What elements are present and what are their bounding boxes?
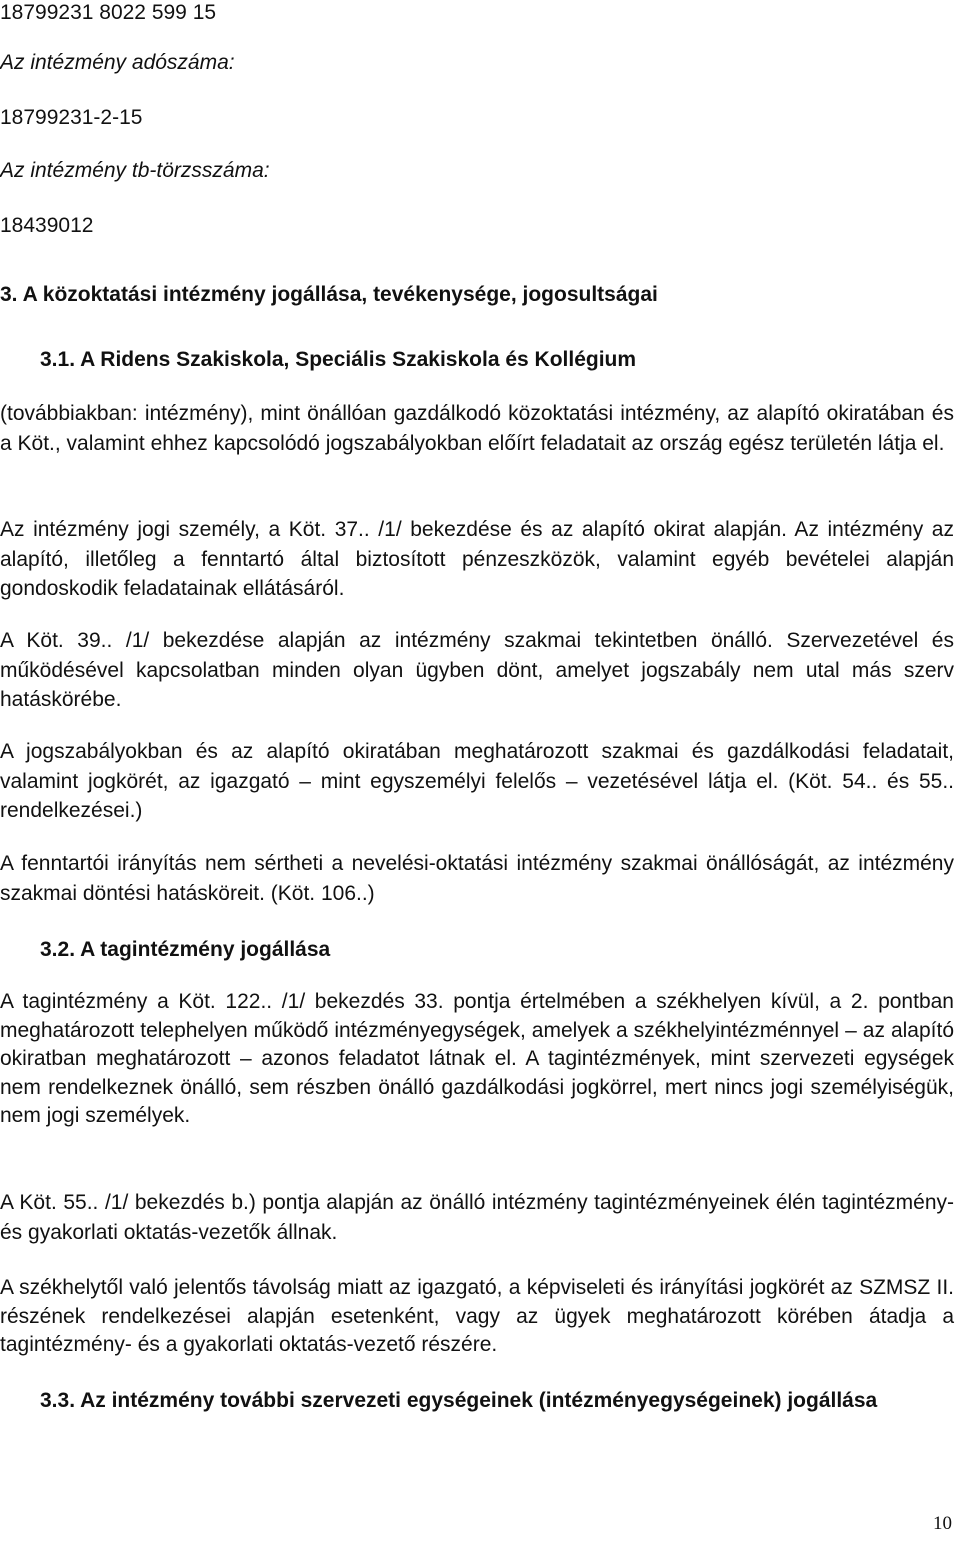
section-3-2-paragraph-3: A székhelytől való jelentős távolság miatt az igazgató, a képviseleti és irányítási jogkörét az SZMSZ II. részének rendelkezései alapján esetenként, vagy az ügyek meghatározott körében átadja a tagintézmény- és a gyakorlati oktatás-vezető részére. — [0, 1276, 954, 1356]
section-3-heading: 3. A közoktatási intézmény jogállása, tevékenysége, jogosultságai — [0, 283, 658, 306]
section-3-2-heading: 3.2. A tagintézmény jogállása — [40, 938, 331, 961]
page-number: 10 — [933, 1513, 952, 1534]
tb-number-label: Az intézmény tb-törzsszáma: — [0, 159, 270, 182]
tax-number-value: 18799231-2-15 — [0, 106, 143, 129]
tb-number-value: 18439012 — [0, 214, 94, 237]
id-numbers: 18799231 8022 599 15 — [0, 1, 217, 24]
section-3-1-heading: 3.1. A Ridens Szakiskola, Speciális Szakiskola és Kollégium — [40, 348, 637, 371]
section-3-3-heading: 3.3. Az intézmény további szervezeti egységeinek (intézményegységeinek) jogállása — [40, 1389, 878, 1412]
section-3-1-paragraph-4: A jogszabályokban és az alapító okiratában meghatározott szakmai és gazdálkodási feladatait, valamint jogkörét, az igazgató – mint egyszemélyi felelős – vezetésével látja el. (Köt. 54.. és 55.. rendelkezései.) — [0, 740, 954, 822]
tax-number-label: Az intézmény adószáma: — [0, 51, 235, 74]
section-3-1-paragraph-2: Az intézmény jogi személy, a Köt. 37.. /1/ bekezdése és az alapító okirat alapján. Az intézmény az alapító, illetőleg a fenntartó által biztosított pénzeszközök, valamint egyéb bevételei alapján gondoskodik feladatainak ellátásáról. — [0, 518, 954, 600]
section-3-1-paragraph-3: A Köt. 39.. /1/ bekezdése alapján az intézmény szakmai tekintetben önálló. Szervezetével és működésével kapcsolatban minden olyan ügyben dönt, amelyet jogszabály nem utal más szerv hatáskörébe. — [0, 629, 954, 711]
section-3-1-paragraph-1: (továbbiakban: intézmény), mint önállóan gazdálkodó közoktatási intézmény, az alapító okiratában és a Köt., valamint ehhez kapcsolódó jogszabályokban előírt feladatait az ország egész területén látja el. — [0, 402, 954, 455]
section-3-2-paragraph-2: A Köt. 55.. /1/ bekezdés b.) pontja alapján az önálló intézmény tagintézményeinek élén tagintézmény- és gyakorlati oktatás-vezetők állnak. — [0, 1191, 954, 1244]
section-3-1-paragraph-5: A fenntartói irányítás nem sértheti a nevelési-oktatási intézmény szakmai önállóságát, az intézmény szakmai döntési hatásköreit. (Köt. 106..) — [0, 852, 954, 905]
section-3-2-paragraph-1: A tagintézmény a Köt. 122.. /1/ bekezdés 33. pontja értelmében a székhelyen kívül, a 2. pontban meghatározott telephelyen működő intézményegységek, amelyek a székhelyintézménnyel – az alapító okiratban meghatározott – azonos feladatot látnak el. A tagintézmények, mint szervezeti egységek nem rendelkeznek önálló, sem részben önálló gazdálkodási jogkörrel, mert nincs jogi személyiségük, nem jogi személyek. — [0, 990, 954, 1127]
